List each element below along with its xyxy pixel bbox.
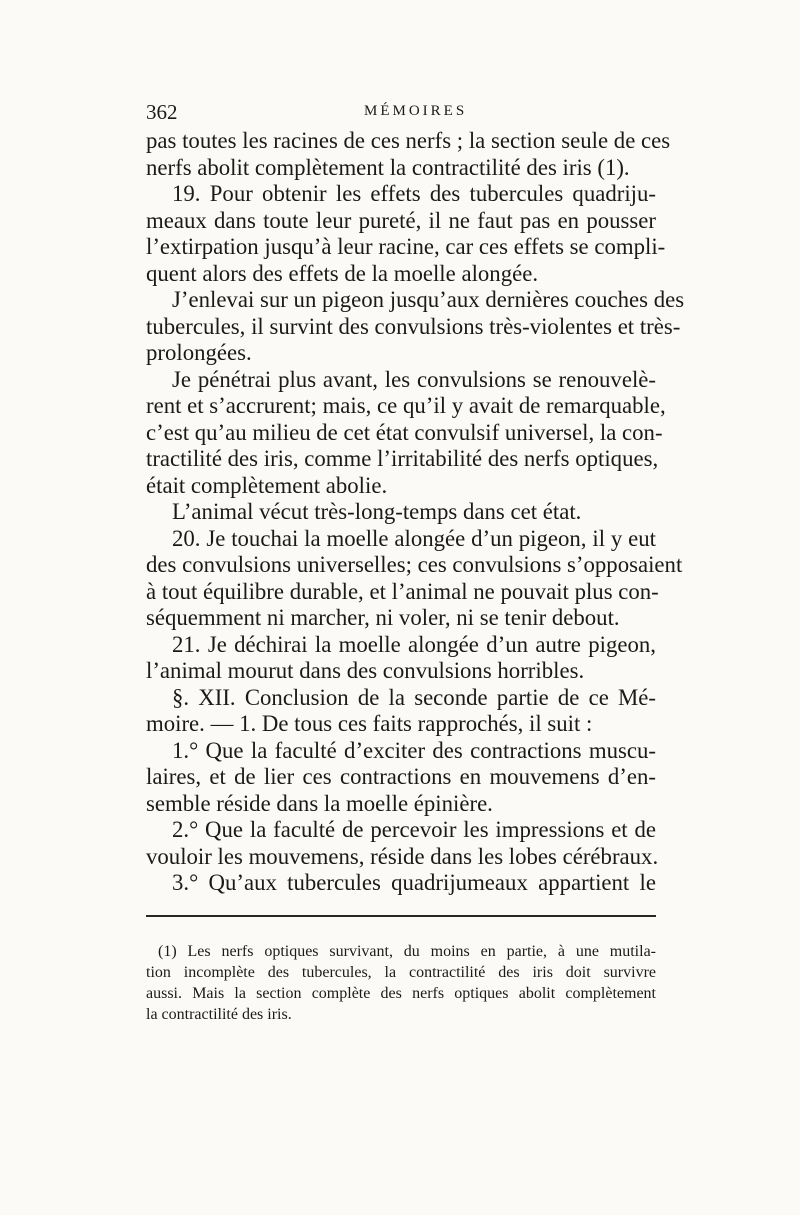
body-line: 1.° Que la faculté d’exciter des contractions muscu-	[172, 737, 656, 763]
footnote-line: la contractilité des iris.	[146, 1006, 292, 1023]
body-line: Je pénétrai plus avant, les convulsions se renouvelè-	[172, 366, 656, 392]
footnote-line: (1) Les nerfs optiques survivant, du moins en partie, à une mutila-	[158, 943, 656, 960]
body-line: à tout équilibre durable, et l’animal ne pouvait plus con-	[146, 578, 659, 604]
page-number: 362	[146, 100, 178, 124]
running-head: MÉMOIRES	[364, 103, 468, 119]
body-line: prolongées.	[146, 340, 252, 365]
section-heading-line: moire. — 1. De tous ces faits rapprochés, il suit :	[146, 711, 593, 736]
body-line: des convulsions universelles; ces convulsions s’opposaient	[146, 552, 683, 577]
footnote-line: aussi. Mais la section complète des nerfs optiques abolit complètement	[146, 985, 656, 1002]
body-line: c’est qu’au milieu de cet état convulsif universel, la con-	[146, 419, 663, 445]
body-line: laires, et de lier ces contractions en mouvemens d’en-	[146, 764, 656, 789]
body-line: 19. Pour obtenir les effets des tubercules quadriju-	[172, 181, 656, 206]
body-text	[146, 128, 685, 897]
body-line: séquemment ni marcher, ni voler, ni se tenir debout.	[146, 605, 620, 630]
body-line: 2.° Que la faculté de percevoir les impressions et de	[172, 817, 656, 842]
body-line: 3.° Qu’aux tubercules quadrijumeaux appartient le	[172, 870, 656, 895]
body-line: quent alors des effets de la moelle alongée.	[146, 260, 539, 286]
body-line: J’enlevai sur un pigeon jusqu’aux dernières couches des	[172, 287, 685, 312]
body-line: l’animal mourut dans des convulsions horribles.	[146, 658, 585, 683]
body-line: rent et s’accrurent; mais, ce qu’il y avait de remarquable,	[146, 393, 666, 418]
body-line: était complètement abolie.	[146, 472, 388, 498]
body-line: pas toutes les racines de ces nerfs ; la section seule de ces	[146, 128, 671, 153]
page-header	[146, 100, 656, 124]
body-line: L’animal vécut très-long-temps dans cet état.	[172, 499, 582, 524]
body-line: meaux dans toute leur pureté, il ne faut pas en pousser	[146, 207, 656, 233]
body-line: vouloir les mouvemens, réside dans les lobes cérébraux.	[146, 843, 659, 869]
footnote-line: tion incomplète des tubercules, la contractilité des iris doit survivre	[146, 964, 656, 981]
body-line: l’extirpation jusqu’à leur racine, car ces effets se compli-	[146, 234, 666, 259]
section-heading-line: §. XII. Conclusion de la seconde partie de ce Mé-	[172, 684, 656, 710]
body-line: nerfs abolit complètement la contractilité des iris (1).	[146, 154, 630, 180]
footnote	[146, 941, 656, 1025]
body-line: 21. Je déchirai la moelle alongée d’un autre pigeon,	[172, 631, 656, 657]
body-line: tractilité des iris, comme l’irritabilité des nerfs optiques,	[146, 446, 659, 471]
body-line: tubercules, il survint des convulsions très-violentes et très-	[146, 313, 681, 339]
footnote-divider	[146, 915, 656, 917]
body-line: semble réside dans la moelle épinière.	[146, 790, 493, 816]
body-line: 20. Je touchai la moelle alongée d’un pigeon, il y eut	[172, 525, 656, 551]
